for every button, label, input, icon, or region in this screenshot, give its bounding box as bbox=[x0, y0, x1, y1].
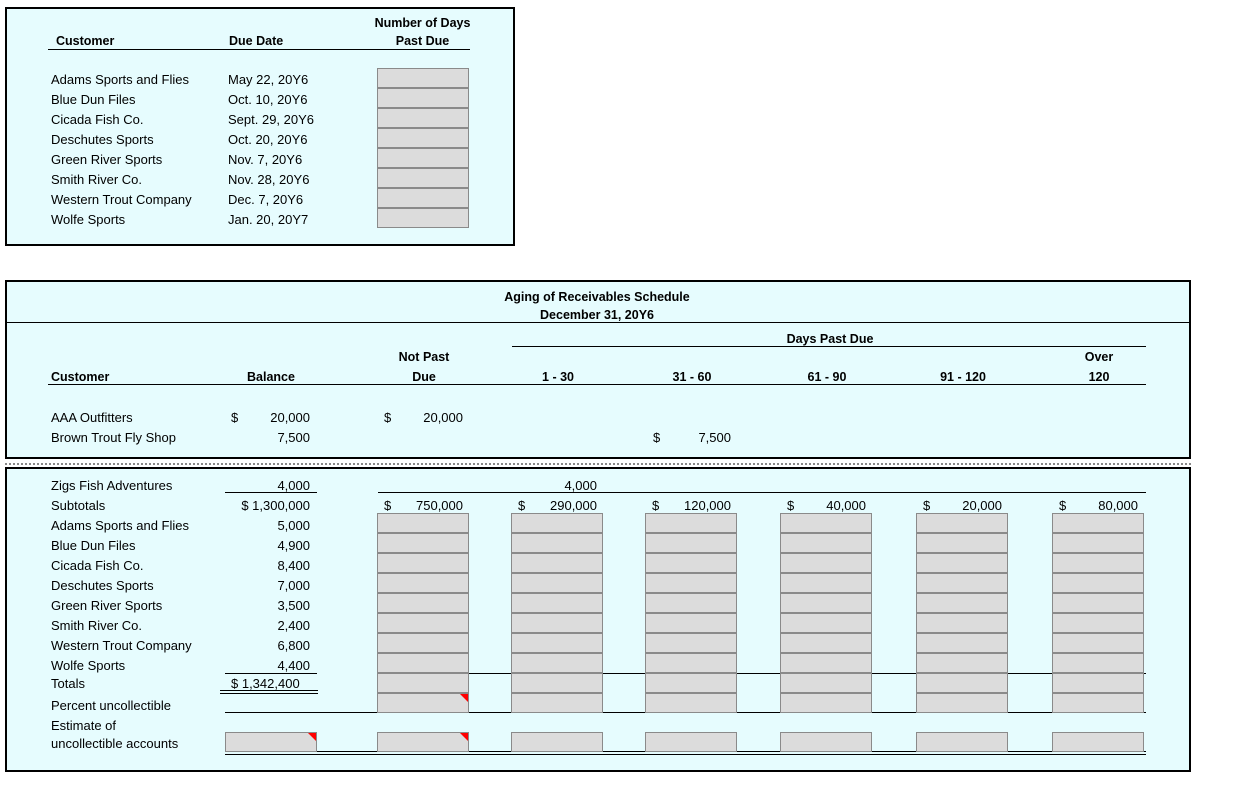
estimate-input-balance[interactable] bbox=[225, 732, 317, 752]
totals-balance-topline bbox=[225, 673, 317, 674]
row-aaa-balance: 20,000 bbox=[270, 410, 310, 425]
estimate-input-91-120[interactable] bbox=[916, 732, 1008, 752]
estimate-input-over-120[interactable] bbox=[1052, 732, 1144, 752]
zigs-columns-underline bbox=[378, 492, 1146, 493]
aging-input-over-120[interactable] bbox=[1052, 593, 1144, 613]
subtotal-61-90: 40,000 bbox=[826, 498, 866, 513]
top-row-due-date: Jan. 20, 20Y7 bbox=[228, 212, 309, 227]
comment-flag-icon[interactable] bbox=[308, 733, 316, 741]
aging-input-over-120[interactable] bbox=[1052, 693, 1144, 713]
row-aaa-customer: AAA Outfitters bbox=[51, 410, 133, 425]
estimate-input-1-30[interactable] bbox=[511, 732, 603, 752]
days-past-due-input[interactable] bbox=[377, 148, 469, 168]
header-days-past-due-2: Past Due bbox=[395, 34, 450, 48]
aging-input-91-120[interactable] bbox=[916, 613, 1008, 633]
days-past-due-input[interactable] bbox=[377, 208, 469, 228]
aging-input-31-60[interactable] bbox=[645, 553, 737, 573]
col-1-30: 1 - 30 bbox=[542, 370, 574, 384]
aging-input-1-30[interactable] bbox=[511, 593, 603, 613]
aging-input-61-90[interactable] bbox=[780, 573, 872, 593]
aging-input-61-90[interactable] bbox=[780, 513, 872, 533]
row-zigs-customer: Zigs Fish Adventures bbox=[51, 478, 173, 493]
col-61-90: 61 - 90 bbox=[807, 370, 847, 384]
totals-balance: $ 1,342,400 bbox=[231, 676, 300, 691]
title-divider bbox=[6, 322, 1189, 323]
aging-input-1-30[interactable] bbox=[511, 533, 603, 553]
aging-input-not-past[interactable] bbox=[377, 593, 469, 613]
row-zigs-balance: 4,000 bbox=[277, 478, 310, 493]
subtotal-91-120-currency: $ bbox=[923, 498, 931, 513]
schedule-row-customer: Deschutes Sports bbox=[51, 578, 154, 593]
aging-input-61-90[interactable] bbox=[780, 673, 872, 693]
aging-input-1-30[interactable] bbox=[511, 553, 603, 573]
columns-underline bbox=[48, 384, 1146, 385]
totals-double-underline-1 bbox=[220, 690, 318, 691]
schedule-title: Aging of Receivables Schedule bbox=[504, 290, 690, 304]
aging-input-91-120[interactable] bbox=[916, 533, 1008, 553]
comment-flag-icon[interactable] bbox=[460, 694, 468, 702]
days-past-due-input[interactable] bbox=[377, 68, 469, 88]
schedule-row-customer: Western Trout Company bbox=[51, 638, 192, 653]
aging-input-91-120[interactable] bbox=[916, 513, 1008, 533]
aging-input-61-90[interactable] bbox=[780, 653, 872, 673]
aging-input-91-120[interactable] bbox=[916, 693, 1008, 713]
top-row-due-date: Nov. 28, 20Y6 bbox=[228, 172, 310, 187]
schedule-row-balance: 6,800 bbox=[277, 638, 310, 653]
top-row-due-date: Oct. 10, 20Y6 bbox=[228, 92, 308, 107]
days-past-due-input[interactable] bbox=[377, 88, 469, 108]
estimate-label-2: uncollectible accounts bbox=[51, 736, 179, 751]
col-31-60: 31 - 60 bbox=[672, 370, 712, 384]
schedule-row-customer: Cicada Fish Co. bbox=[51, 558, 144, 573]
top-row-customer: Cicada Fish Co. bbox=[51, 112, 144, 127]
aging-input-over-120[interactable] bbox=[1052, 533, 1144, 553]
aging-input-not-past[interactable] bbox=[377, 613, 469, 633]
col-over-2: 120 bbox=[1088, 370, 1110, 384]
subtotal-61-90-currency: $ bbox=[787, 498, 795, 513]
top-row-due-date: Nov. 7, 20Y6 bbox=[228, 152, 303, 167]
aging-input-61-90[interactable] bbox=[780, 633, 872, 653]
aging-input-91-120[interactable] bbox=[916, 573, 1008, 593]
col-not-past-1: Not Past bbox=[398, 350, 450, 364]
schedule-row-customer: Green River Sports bbox=[51, 598, 163, 613]
subtotal-not-past: 750,000 bbox=[416, 498, 463, 513]
aging-input-31-60[interactable] bbox=[645, 633, 737, 653]
totals-label: Totals bbox=[51, 676, 85, 691]
schedule-row-customer: Adams Sports and Flies bbox=[51, 518, 190, 533]
aging-input-31-60[interactable] bbox=[645, 613, 737, 633]
schedule-date: December 31, 20Y6 bbox=[540, 308, 654, 322]
subtotal-1-30: 290,000 bbox=[550, 498, 597, 513]
row-aaa-not-past: 20,000 bbox=[423, 410, 463, 425]
header-customer: Customer bbox=[56, 34, 115, 48]
row-aaa-balance-currency: $ bbox=[231, 410, 239, 425]
top-row-customer: Adams Sports and Flies bbox=[51, 72, 190, 87]
top-row-due-date: Sept. 29, 20Y6 bbox=[228, 112, 315, 127]
col-91-120: 91 - 120 bbox=[940, 370, 986, 384]
aging-input-61-90[interactable] bbox=[780, 533, 872, 553]
aging-input-91-120[interactable] bbox=[916, 653, 1008, 673]
subtotal-over-120-currency: $ bbox=[1059, 498, 1067, 513]
aging-input-91-120[interactable] bbox=[916, 633, 1008, 653]
subtotal-balance: $ 1,300,000 bbox=[241, 498, 310, 513]
totals-double-underline-2 bbox=[220, 693, 318, 694]
top-row-due-date: Oct. 20, 20Y6 bbox=[228, 132, 308, 147]
zigs-balance-underline bbox=[225, 492, 317, 493]
top-row-customer: Blue Dun Files bbox=[51, 92, 136, 107]
aging-input-91-120[interactable] bbox=[916, 673, 1008, 693]
table-break-line bbox=[5, 463, 1191, 465]
row-brown-customer: Brown Trout Fly Shop bbox=[51, 430, 176, 445]
aging-input-not-past[interactable] bbox=[377, 673, 469, 693]
row-brown-31-60-currency: $ bbox=[653, 430, 661, 445]
top-row-customer: Deschutes Sports bbox=[51, 132, 154, 147]
aging-input-1-30[interactable] bbox=[511, 633, 603, 653]
aging-input-over-120[interactable] bbox=[1052, 653, 1144, 673]
header-days-past-due-1: Number of Days bbox=[374, 16, 471, 30]
days-past-due-input[interactable] bbox=[377, 188, 469, 208]
aging-input-not-past[interactable] bbox=[377, 573, 469, 593]
aging-input-31-60[interactable] bbox=[645, 533, 737, 553]
estimate-double-underline-2 bbox=[225, 754, 1146, 755]
aging-input-1-30[interactable] bbox=[511, 653, 603, 673]
col-over-1: Over bbox=[1084, 350, 1114, 364]
comment-flag-icon[interactable] bbox=[460, 733, 468, 741]
aging-input-over-120[interactable] bbox=[1052, 553, 1144, 573]
col-customer: Customer bbox=[51, 370, 110, 384]
subtotal-1-30-currency: $ bbox=[518, 498, 526, 513]
aging-input-over-120[interactable] bbox=[1052, 573, 1144, 593]
schedule-row-balance: 8,400 bbox=[277, 558, 310, 573]
aging-input-31-60[interactable] bbox=[645, 693, 737, 713]
estimate-label-1: Estimate of bbox=[51, 718, 117, 733]
schedule-row-balance: 3,500 bbox=[277, 598, 310, 613]
aging-input-not-past[interactable] bbox=[377, 513, 469, 533]
col-balance: Balance bbox=[247, 370, 295, 384]
subtotals-label: Subtotals bbox=[51, 498, 106, 513]
totals-columns-topline bbox=[378, 673, 1146, 674]
schedule-row-balance: 2,400 bbox=[277, 618, 310, 633]
aging-input-over-120[interactable] bbox=[1052, 613, 1144, 633]
aging-input-not-past[interactable] bbox=[377, 553, 469, 573]
aging-input-over-120[interactable] bbox=[1052, 513, 1144, 533]
percent-uncollectible-label: Percent uncollectible bbox=[51, 698, 171, 713]
aging-input-31-60[interactable] bbox=[645, 653, 737, 673]
aging-input-31-60[interactable] bbox=[645, 593, 737, 613]
aging-input-61-90[interactable] bbox=[780, 693, 872, 713]
subtotal-over-120: 80,000 bbox=[1098, 498, 1138, 513]
estimate-input-31-60[interactable] bbox=[645, 732, 737, 752]
row-brown-balance: 7,500 bbox=[277, 430, 310, 445]
aging-input-61-90[interactable] bbox=[780, 553, 872, 573]
aging-input-over-120[interactable] bbox=[1052, 633, 1144, 653]
aging-input-not-past[interactable] bbox=[377, 653, 469, 673]
estimate-input-not-past[interactable] bbox=[377, 732, 469, 752]
top-row-due-date: Dec. 7, 20Y6 bbox=[228, 192, 304, 207]
subtotal-91-120: 20,000 bbox=[962, 498, 1002, 513]
top-row-due-date: May 22, 20Y6 bbox=[228, 72, 309, 87]
subtotal-31-60-currency: $ bbox=[652, 498, 660, 513]
aging-input-not-past[interactable] bbox=[377, 533, 469, 553]
schedule-row-customer: Smith River Co. bbox=[51, 618, 143, 633]
aging-input-91-120[interactable] bbox=[916, 553, 1008, 573]
schedule-row-balance: 4,400 bbox=[277, 658, 310, 673]
top-row-customer: Wolfe Sports bbox=[51, 212, 126, 227]
aging-input-not-past[interactable] bbox=[377, 693, 469, 713]
subtotal-31-60: 120,000 bbox=[684, 498, 731, 513]
aging-input-31-60[interactable] bbox=[645, 513, 737, 533]
schedule-row-customer: Blue Dun Files bbox=[51, 538, 136, 553]
col-not-past-2: Due bbox=[412, 370, 436, 384]
aging-input-over-120[interactable] bbox=[1052, 673, 1144, 693]
estimate-input-61-90[interactable] bbox=[780, 732, 872, 752]
aging-input-not-past[interactable] bbox=[377, 633, 469, 653]
aging-input-91-120[interactable] bbox=[916, 593, 1008, 613]
header-due-date: Due Date bbox=[229, 34, 284, 48]
days-past-due-underline bbox=[512, 346, 1146, 347]
subtotal-not-past-currency: $ bbox=[384, 498, 392, 513]
row-brown-31-60: 7,500 bbox=[698, 430, 731, 445]
days-past-due-input[interactable] bbox=[377, 128, 469, 148]
top-row-customer: Western Trout Company bbox=[51, 192, 192, 207]
header-underline bbox=[48, 49, 470, 50]
aging-input-31-60[interactable] bbox=[645, 573, 737, 593]
aging-input-61-90[interactable] bbox=[780, 613, 872, 633]
row-zigs-1-30: 4,000 bbox=[564, 478, 597, 493]
days-past-due-input[interactable] bbox=[377, 168, 469, 188]
aging-input-31-60[interactable] bbox=[645, 673, 737, 693]
days-past-due-label: Days Past Due bbox=[786, 332, 874, 346]
row-aaa-not-past-currency: $ bbox=[384, 410, 392, 425]
top-row-customer: Smith River Co. bbox=[51, 172, 143, 187]
aging-input-1-30[interactable] bbox=[511, 673, 603, 693]
days-past-due-input[interactable] bbox=[377, 108, 469, 128]
aging-input-1-30[interactable] bbox=[511, 513, 603, 533]
schedule-row-customer: Wolfe Sports bbox=[51, 658, 126, 673]
aging-input-1-30[interactable] bbox=[511, 573, 603, 593]
schedule-row-balance: 5,000 bbox=[277, 518, 310, 533]
aging-input-1-30[interactable] bbox=[511, 693, 603, 713]
schedule-row-balance: 7,000 bbox=[277, 578, 310, 593]
aging-input-61-90[interactable] bbox=[780, 593, 872, 613]
top-row-customer: Green River Sports bbox=[51, 152, 163, 167]
aging-input-1-30[interactable] bbox=[511, 613, 603, 633]
schedule-row-balance: 4,900 bbox=[277, 538, 310, 553]
